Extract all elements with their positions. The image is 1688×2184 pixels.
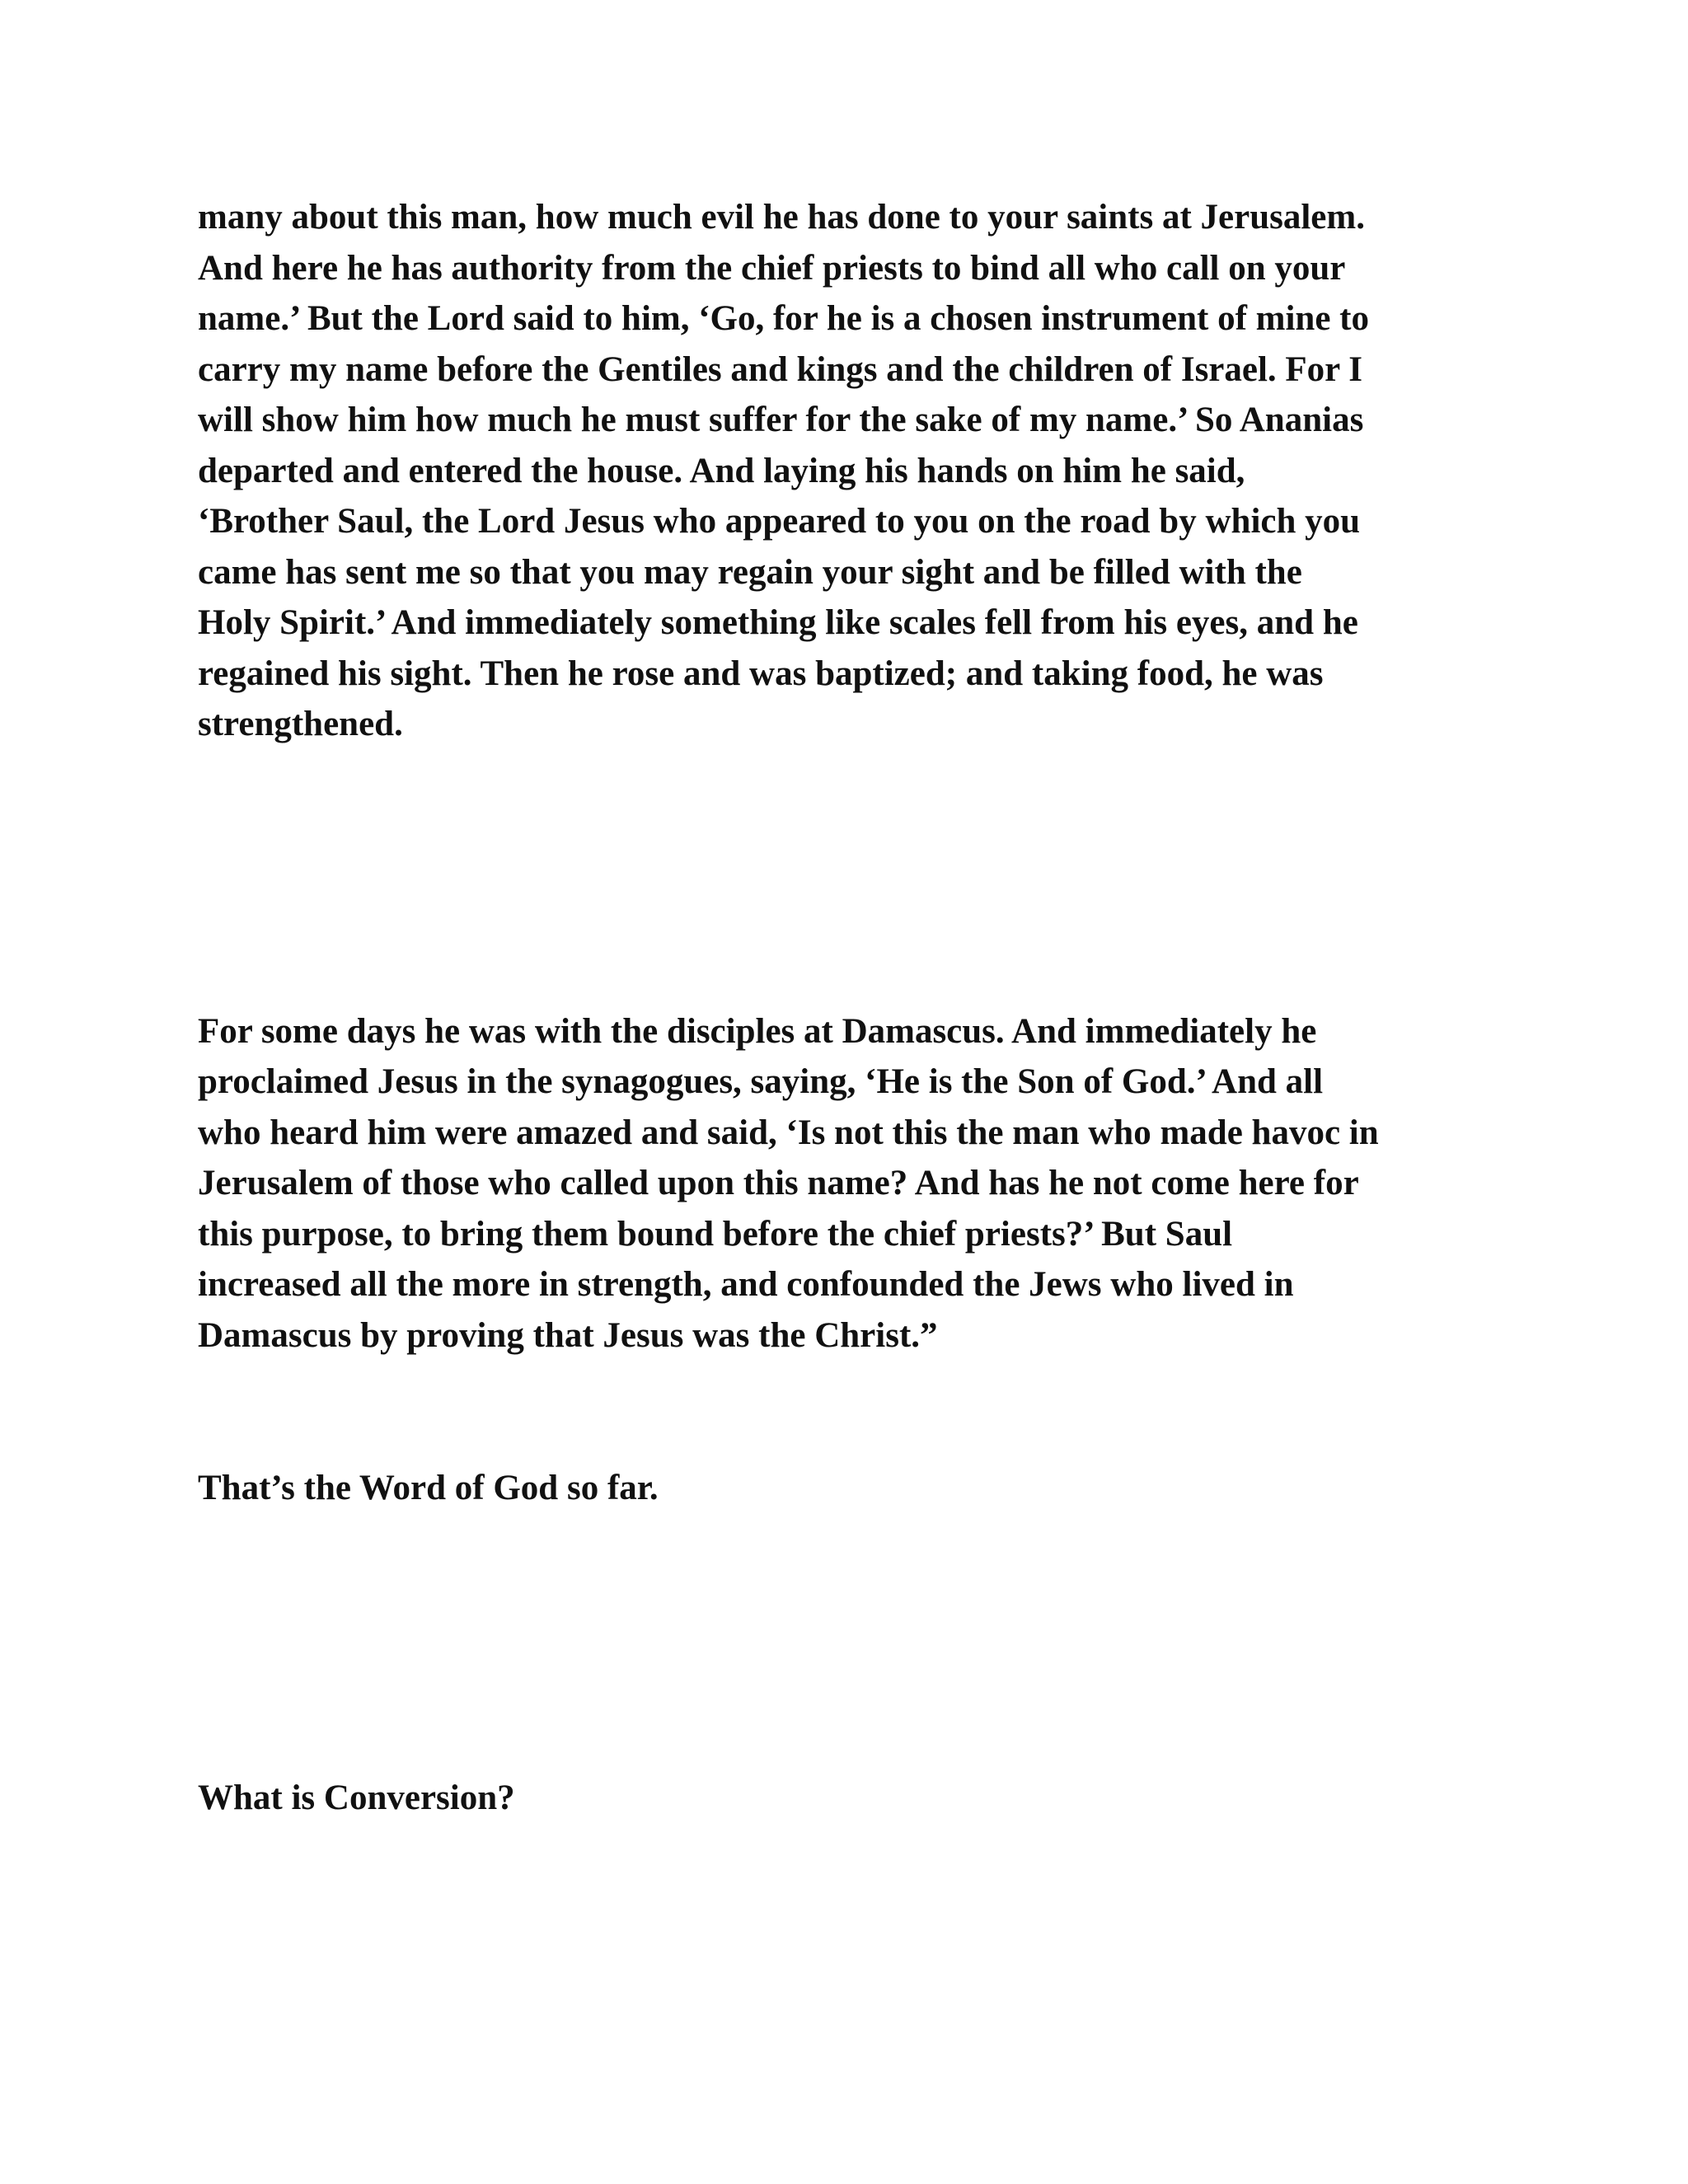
paragraph-line: regained his sight. Then he rose and was baptized; and taking food, he was (198, 654, 1324, 693)
paragraph-line: will show him how much he must suffer for the sake of my name.’ So Ananias (198, 401, 1364, 439)
paragraph-line: who heard him were amazed and said, ‘Is not this the man who made havoc in (198, 1113, 1379, 1152)
paragraph-line: carry my name before the Gentiles and kings and the children of Israel. For I (198, 350, 1362, 389)
paragraph-line: increased all the more in strength, and confounded the Jews who lived in (198, 1265, 1294, 1304)
paragraph-line: many about this man, how much evil he has done to your saints at Jerusalem. (198, 198, 1365, 237)
paragraph-line: Jerusalem of those who called upon this name? And has he not come here for (198, 1164, 1359, 1202)
paragraph-line: proclaimed Jesus in the synagogues, saying, ‘He is the Son of God.’ And all (198, 1062, 1324, 1101)
paragraph-line: Damascus by proving that Jesus was the Christ.” (198, 1316, 938, 1355)
paragraph-line: And here he has authority from the chief priests to bind all who call on your (198, 249, 1346, 288)
paragraph-line: ‘Brother Saul, the Lord Jesus who appeared to you on the road by which you (198, 502, 1361, 541)
closing-line: That’s the Word of God so far. (198, 1469, 659, 1507)
paragraph-line: this purpose, to bring them bound before the chief priests?’ But Saul (198, 1215, 1233, 1254)
paragraph-line: For some days he was with the disciples at Damascus. And immediately he (198, 1012, 1317, 1051)
section-heading: What is Conversion? (198, 1779, 515, 1817)
paragraph-line: departed and entered the house. And laying his hands on him he said, (198, 452, 1245, 490)
paragraph-line: came has sent me so that you may regain your sight and be filled with the (198, 553, 1302, 592)
paragraph-line: strengthened. (198, 705, 403, 743)
paragraph-line: name.’ But the Lord said to him, ‘Go, for he is a chosen instrument of mine to (198, 299, 1369, 338)
paragraph-line: Holy Spirit.’ And immediately something like scales fell from his eyes, and he (198, 603, 1358, 642)
